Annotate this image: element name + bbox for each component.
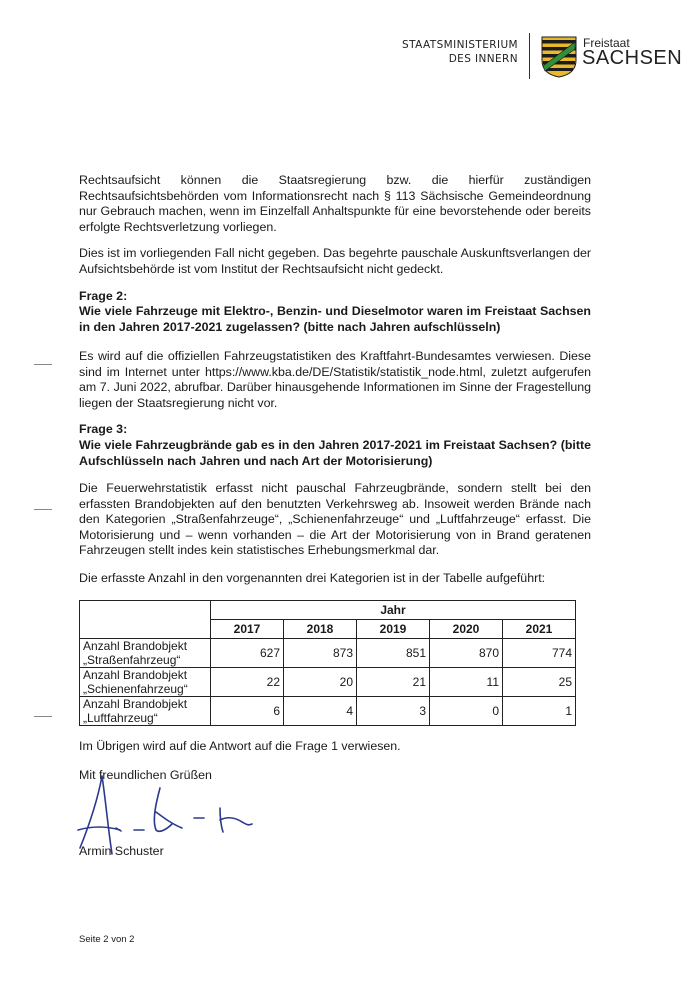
state-label-small: Freistaat bbox=[583, 36, 630, 50]
signer-name: Armin Schuster bbox=[79, 844, 164, 858]
frage3-label: Frage 3: bbox=[79, 422, 128, 436]
table-cell: 4 bbox=[284, 697, 357, 726]
margin-mark bbox=[34, 716, 52, 717]
intro-text-2: Dies ist im vorliegenden Fall nicht gegeben. Das begehrte pauschale Auskunftsverlangen der Aufsichtsbehörde ist vom Institut der Rechtsaufsicht nicht gedeckt. bbox=[79, 246, 591, 276]
frage2-answer: Es wird auf die offiziellen Fahrzeugstatistiken des Kraftfahrt-Bundesamtes verwiesen. Diese sind im Internet unter https://www.kba.de/DE/Statistik/statistik_node.html, zuletzt aufgerufen am 7. Juni 2022, abrufbar. Darüber hinausgehende Informationen im Sinne der Fragestellung liegen der Staatsregierung nicht vor. bbox=[79, 349, 591, 410]
table-row bbox=[80, 697, 576, 726]
table-cell: 0 bbox=[430, 697, 503, 726]
margin-mark bbox=[34, 364, 52, 365]
table-cell: 870 bbox=[430, 639, 503, 668]
header-separator bbox=[529, 33, 530, 79]
closing-greeting: Mit freundlichen Grüßen bbox=[79, 768, 212, 782]
page-number: Seite 2 von 2 bbox=[79, 934, 135, 945]
year-header: 2020 bbox=[430, 620, 503, 639]
row-label-line-1: Anzahl Brandobjekt bbox=[83, 639, 188, 653]
table-row bbox=[80, 668, 576, 697]
margin-mark bbox=[34, 509, 52, 510]
saxony-crest-icon bbox=[541, 36, 577, 78]
table-header-row bbox=[80, 601, 576, 620]
table-cell: 627 bbox=[211, 639, 284, 668]
frage3-answer: Die Feuerwehrstatistik erfasst nicht pauschal Fahrzeugbrände, sondern stellt bei den erfassten Brandobjekten auf den benutzten Verkehrsweg ab. Insoweit werden Brände nach den Kategorien „Straßenfahrzeuge“, „Schienenfahrzeuge“ und „Luftfahrzeuge“ erfasst. Die Motorisierung und – wenn vorhanden – die Art der Motorisierung von in Brand geratenen Fahrzeugen stellt indes kein statistisches Erhebungsmerkmal dar. bbox=[79, 481, 591, 558]
year-header: 2019 bbox=[357, 620, 430, 639]
closing-reference: Im Übrigen wird auf die Antwort auf die Frage 1 verwiesen. bbox=[79, 739, 401, 753]
table-cell: 1 bbox=[503, 697, 576, 726]
row-label-line-2: „Schienenfahrzeug“ bbox=[83, 682, 188, 696]
year-header: 2017 bbox=[211, 620, 284, 639]
table-cell: 25 bbox=[503, 668, 576, 697]
state-label-large: SACHSEN bbox=[582, 47, 683, 69]
table-cell: 6 bbox=[211, 697, 284, 726]
ministry-line-2: DES INNERN bbox=[448, 53, 518, 65]
table-cell: 851 bbox=[357, 639, 430, 668]
table-cell: 3 bbox=[357, 697, 430, 726]
row-label-line-2: „Luftfahrzeug“ bbox=[83, 711, 158, 725]
table-cell: 20 bbox=[284, 668, 357, 697]
frage2-label: Frage 2: bbox=[79, 289, 128, 303]
ministry-name bbox=[402, 38, 518, 66]
row-label bbox=[80, 639, 211, 668]
table-corner-cell bbox=[80, 601, 211, 639]
year-header: 2021 bbox=[503, 620, 576, 639]
table-cell: 873 bbox=[284, 639, 357, 668]
table-intro: Die erfasste Anzahl in den vorgenannten drei Kategorien ist in der Tabelle aufgeführt: bbox=[79, 571, 546, 585]
year-header: 2018 bbox=[284, 620, 357, 639]
row-label-line-1: Anzahl Brandobjekt bbox=[83, 697, 188, 711]
table-cell: 21 bbox=[357, 668, 430, 697]
intro-text-1: Rechtsaufsicht können die Staatsregierung bzw. die hierfür zuständigen Rechtsaufsichtsbehörden vom Informationsrecht nach § 113 Sächsische Gemeindeordnung nur Gebrauch machen, wenn im Einzelfall Anhaltspunkte für eine bevorstehende oder bereits erfolgte Rechtsverletzung vorliegen. bbox=[79, 173, 591, 234]
intro-paragraph-1 bbox=[79, 173, 591, 235]
row-label-line-2: „Straßenfahrzeug“ bbox=[83, 653, 181, 667]
intro-paragraph-2 bbox=[79, 246, 591, 277]
year-group-header: Jahr bbox=[211, 601, 576, 620]
ministry-line-1: STAATSMINISTERIUM bbox=[402, 39, 518, 51]
table-row bbox=[80, 639, 576, 668]
table-cell: 774 bbox=[503, 639, 576, 668]
row-label-line-1: Anzahl Brandobjekt bbox=[83, 668, 188, 682]
frage2-question: Wie viele Fahrzeuge mit Elektro-, Benzin- und Dieselmotor waren im Freistaat Sachsen in den Jahren 2017-2021 zugelassen? (bitte nach Jahren aufschlüsseln) bbox=[79, 304, 591, 334]
table-cell: 11 bbox=[430, 668, 503, 697]
fire-statistics-table bbox=[79, 600, 576, 726]
frage3-question: Wie viele Fahrzeugbrände gab es in den Jahren 2017-2021 im Freistaat Sachsen? (bitte Aufschlüsseln nach Jahren und nach Art der Motorisierung) bbox=[79, 438, 591, 468]
row-label bbox=[80, 668, 211, 697]
table-cell: 22 bbox=[211, 668, 284, 697]
row-label bbox=[80, 697, 211, 726]
